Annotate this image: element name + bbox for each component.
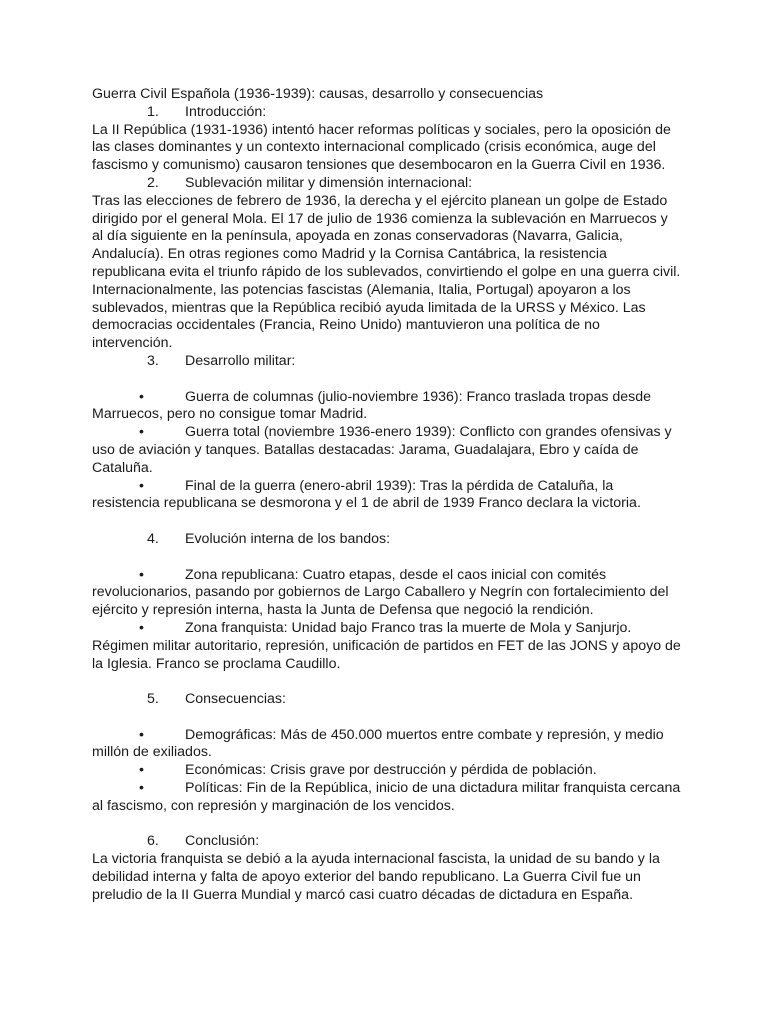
section-heading-4	[92, 531, 682, 549]
bullet-mark: •	[139, 780, 144, 797]
paragraph: La victoria franquista se debió a la ayuda internacional fascista, la unidad de su bando y la debilidad interna y falta de apoyo exterior del bando republicano. La Guerra Civil fue un preludio de la II Guerra Mundial y marcó casi cuatro décadas de dictadura en España.	[92, 851, 660, 903]
section-number: 6.	[147, 833, 159, 850]
blank-line	[92, 371, 682, 389]
list-item	[92, 567, 682, 620]
section-title: Desarrollo militar:	[185, 352, 296, 369]
list-item-text: Zona republicana: Cuatro etapas, desde el caos inicial con comités revolucionarios, pasando por gobiernos de Largo Caballero y Negrín con fortalecimiento del ejército y represión interna, hasta la Junta de Defensa que negoció la rendición.	[92, 566, 669, 619]
blank-line	[92, 816, 682, 834]
bullet-mark: •	[139, 424, 144, 441]
section-number: 1.	[147, 103, 159, 120]
list-item	[92, 424, 682, 477]
list-item-text: Demográficas: Más de 450.000 muertos entre combate y represión, y medio millón de exiliados.	[92, 726, 664, 761]
bullet-mark: •	[139, 619, 144, 636]
blank-line	[92, 673, 682, 691]
section-title: Sublevación militar y dimensión internacional:	[185, 174, 473, 191]
bullet-mark: •	[139, 762, 144, 779]
section-heading-2	[92, 175, 682, 193]
bullet-mark: •	[139, 388, 144, 405]
blank-line	[92, 513, 682, 531]
bullet-mark: •	[139, 477, 144, 494]
section-heading-1	[92, 104, 682, 122]
list-item-text: Guerra total (noviembre 1936-enero 1939): Conflicto con grandes ofensivas y uso de aviación y tanques. Batallas destacadas: Jarama, Guadalajara, Ebro y caída de Cataluña.	[92, 424, 672, 476]
list-item-text: Guerra de columnas (julio-noviembre 1936): Franco traslada tropas desde Marruecos, pero no consigue tomar Madrid.	[92, 388, 652, 423]
section-title: Consecuencias:	[185, 691, 286, 708]
section-title: Evolución interna de los bandos:	[185, 530, 391, 547]
list-item	[92, 780, 682, 816]
list-item	[92, 727, 682, 763]
list-item	[92, 478, 682, 514]
section-number: 2.	[147, 174, 159, 191]
section-heading-3	[92, 353, 682, 371]
list-item-text: Económicas: Crisis grave por destrucción y pérdida de población.	[185, 762, 597, 779]
document-page	[92, 86, 682, 905]
section-title: Introducción:	[185, 103, 267, 120]
section-heading-5	[92, 691, 682, 709]
document-title: Guerra Civil Española (1936-1939): causas, desarrollo y consecuencias	[92, 86, 544, 102]
list-item-text: Políticas: Fin de la República, inicio de una dictadura militar franquista cercana al fascismo, con represión y marginación de los vencidos.	[92, 780, 681, 814]
section-number: 5.	[147, 691, 159, 708]
bullet-mark: •	[139, 566, 144, 583]
section-number: 4.	[147, 530, 159, 547]
section-number: 3.	[147, 352, 159, 369]
list-item	[92, 620, 682, 673]
paragraph: Tras las elecciones de febrero de 1936, la derecha y el ejército planean un golpe de Estado dirigido por el general Mola. El 17 de julio de 1936 comienza la sublevación en Marruecos y al día siguiente en la península, apoyada en zonas conservadoras (Navarra, Galicia, Andalucía). En otras regiones como Madrid y la Cornisa Cantábrica, la resistencia republicana evita el triunfo rápido de los sublevados, convirtiendo el golpe en una guerra civil.	[92, 192, 681, 280]
list-item-text: Final de la guerra (enero-abril 1939): Tras la pérdida de Cataluña, la resistencia republicana se desmorona y el 1 de abril de 1939 Franco declara la victoria.	[92, 477, 641, 512]
section-heading-6	[92, 833, 682, 851]
bullet-mark: •	[139, 726, 144, 743]
list-item	[92, 762, 682, 780]
blank-line	[92, 709, 682, 727]
paragraph: La II República (1931-1936) intentó hacer reformas políticas y sociales, pero la oposición de las clases dominantes y un contexto internacional complicado (crisis económica, auge del fascismo y comunismo) causaron tensiones que desembocaron en la Guerra Civil en 1936.	[92, 121, 671, 174]
paragraph: Internacionalmente, las potencias fascistas (Alemania, Italia, Portugal) apoyaron a los sublevados, mientras que la República recibió ayuda limitada de la URSS y México. Las democracias occidentales (Francia, Reino Unido) mantuvieron una política de no intervención.	[92, 281, 646, 352]
section-title: Conclusión:	[185, 833, 260, 850]
blank-line	[92, 549, 682, 567]
list-item-text: Zona franquista: Unidad bajo Franco tras la muerte de Mola y Sanjurjo. Régimen militar autoritario, represión, unificación de partidos en FET de las JONS y apoyo de la Iglesia. Franco se proclama Caudillo.	[92, 619, 681, 672]
list-item	[92, 389, 682, 425]
